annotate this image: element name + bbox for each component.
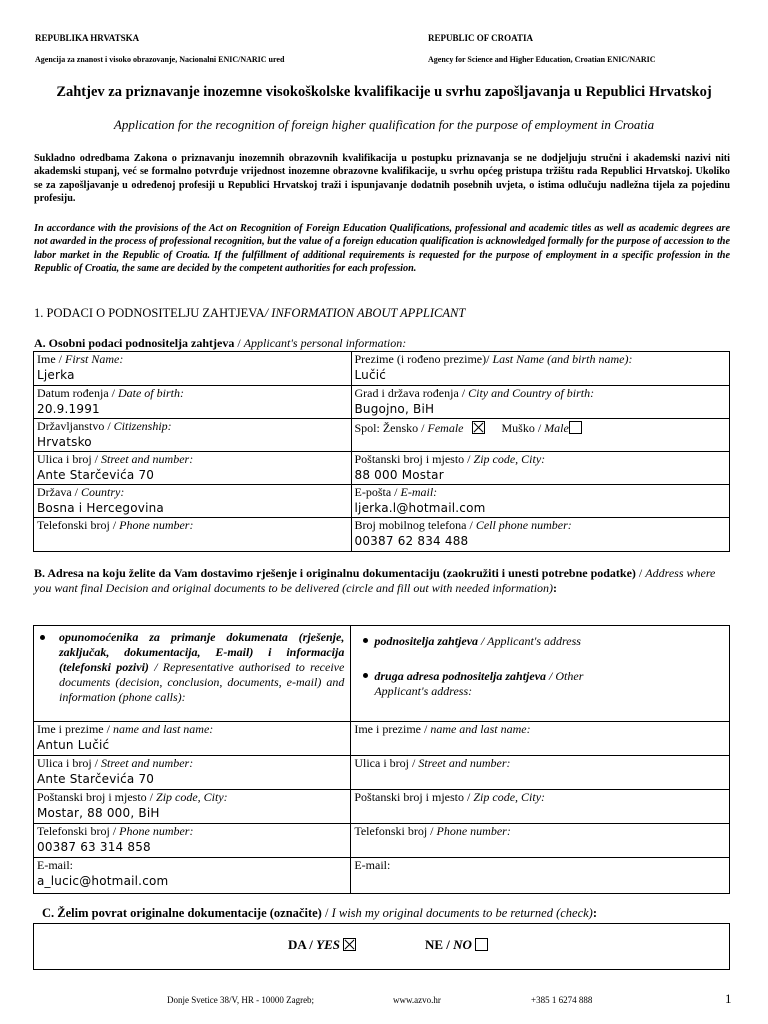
header-right-title: REPUBLIC OF CROATIA (428, 33, 534, 43)
delivery-address-table (33, 625, 730, 894)
section-c-sep: / (321, 906, 332, 920)
pob-label: Grad i država rođenja / (354, 386, 469, 400)
other-phone-label-en: Phone number: (436, 824, 511, 838)
phone-cell[interactable] (34, 518, 352, 552)
return-yes-label-en: YES (316, 937, 341, 952)
other-name-label-en: name and last name: (430, 722, 531, 736)
rep-name-label-en: name and last name: (112, 722, 214, 736)
section-a-sep: / (234, 336, 244, 350)
other-phone-label: Telefonski broj / (354, 824, 437, 838)
zip-label-en: Zip code, City: (473, 452, 546, 466)
option-applicant-en: / Applicant's address (478, 634, 581, 648)
rep-street-label: Ulica i broj / (37, 756, 101, 770)
section-1-heading (34, 306, 465, 321)
pob-value[interactable]: Bugojno, BiH (354, 402, 435, 416)
rep-email-value[interactable]: a_lucic@hotmail.com (37, 874, 169, 888)
male-checkbox[interactable] (569, 421, 582, 434)
rep-zip-label-en: Zip code, City: (156, 790, 228, 804)
section-1-en: / INFORMATION ABOUT APPLICANT (264, 306, 466, 320)
street-label: Ulica i broj / (37, 452, 101, 466)
intro-croatian: Sukladno odredbama Zakona o priznavanju inozemnih obrazovnih kvalifikacija u postupku priznavanja se ne dodjeljuju stručni i akademski nazivi niti akademski stupanj, već se formalno potvrđuje vrijednost inozemne obrazovne kvalifikacije, u svrhu općeg pristupa tržištu rada Republici Hrvatskoj. Ukoliko se za zapošljavanje u određenoj profesiji u Republici Hrvatskoj traži i ispunjavanje dodatnih posebnih uvjeta, o istima odlučuju nadležna tijela za pojedinu profesiju. (34, 153, 730, 205)
mobile-value[interactable]: 00387 62 834 488 (354, 534, 469, 548)
first-name-label-en: First Name: (65, 352, 124, 366)
pob-cell[interactable] (351, 386, 730, 419)
return-no-checkbox[interactable] (475, 938, 488, 951)
country-label: Država / (37, 485, 81, 499)
section-c-heading (42, 906, 597, 921)
female-checkbox[interactable] (472, 421, 485, 434)
other-zip-label-en: Zip code, City: (473, 790, 546, 804)
option-other-address[interactable] (363, 669, 624, 699)
mobile-cell[interactable] (351, 518, 730, 552)
return-yes-checkbox[interactable] (343, 938, 356, 951)
email-label: E-pošta / (354, 485, 401, 499)
mobile-label: Broj mobilnog telefona / (354, 518, 476, 532)
last-name-label: Prezime (i rođeno prezime)/ (354, 352, 493, 366)
option-address-cell (351, 626, 730, 722)
other-name-cell[interactable] (351, 722, 730, 756)
rep-name-value[interactable]: Antun Lučić (37, 738, 110, 752)
other-phone-cell[interactable] (351, 824, 730, 858)
option-other-en: / Other Applicant's address: (374, 669, 584, 698)
header-right-subtitle: Agency for Science and Higher Education, Croatian ENIC/NARIC (428, 55, 656, 64)
rep-email-label: E-mail: (37, 858, 73, 872)
other-street-label-en: Street and number: (418, 756, 511, 770)
rep-phone-cell[interactable] (34, 824, 351, 858)
zip-cell[interactable] (351, 452, 730, 485)
other-email-cell[interactable] (351, 858, 730, 894)
rep-street-value[interactable]: Ante Starčevića 70 (37, 772, 155, 786)
rep-phone-value[interactable]: 00387 63 314 858 (37, 840, 151, 854)
section-c-hr: C. Želim povrat originalne dokumentacije (označite) (42, 906, 322, 920)
last-name-label-en: Last Name (and birth name): (492, 352, 633, 366)
citizenship-label-en: Citizenship: (113, 419, 172, 433)
country-label-en: Country: (80, 485, 125, 499)
rep-name-label: Ime i prezime / (37, 722, 113, 736)
other-email-label: E-mail: (354, 858, 391, 872)
option-representative[interactable] (34, 626, 351, 722)
section-a-hr: A. Osobni podaci podnositelja zahtjeva (34, 336, 235, 350)
other-name-label: Ime i prezime / (354, 722, 431, 736)
sex-label: Spol: Žensko / (354, 421, 428, 435)
email-label-en: E-mail: (400, 485, 438, 499)
dob-label-en: Date of birth: (117, 386, 184, 400)
email-value[interactable]: ljerka.l@hotmail.com (354, 501, 486, 515)
return-yes-option[interactable] (288, 937, 356, 953)
rep-street-cell[interactable] (34, 756, 351, 790)
return-documents-box (33, 923, 730, 970)
other-street-label: Ulica i broj / (354, 756, 419, 770)
street-value[interactable]: Ante Starčevića 70 (37, 468, 155, 482)
section-a-heading (34, 336, 406, 351)
section-b-sep: / (635, 566, 646, 580)
page-number: 1 (725, 991, 732, 1006)
phone-label-en: Phone number: (119, 518, 194, 532)
option-representative-en: / Representative authorised to receive documents (decision, conclusion, documents, e-mail) and information (phone calls): (59, 660, 345, 704)
footer-address: Donje Svetice 38/V, HR - 10000 Zagreb; (167, 995, 315, 1005)
section-1-hr: 1. PODACI O PODNOSITELJU ZAHTJEVA (34, 306, 265, 320)
citizenship-cell[interactable] (34, 419, 352, 452)
bullet-icon (363, 673, 368, 678)
form-subtitle: Application for the recognition of foreign higher qualification for the purpose of employment in Croatia (113, 117, 655, 132)
country-value[interactable]: Bosna i Hercegovina (37, 501, 164, 515)
rep-phone-label-en: Phone number: (119, 824, 194, 838)
country-cell[interactable] (34, 485, 352, 518)
citizenship-label: Državljanstvo / (37, 419, 114, 433)
rep-street-label-en: Street and number: (100, 756, 194, 770)
sex-female-label: Female (427, 421, 464, 435)
option-applicant-address[interactable] (363, 634, 723, 649)
rep-zip-label: Poštanski broj i mjesto / (37, 790, 157, 804)
email-cell[interactable] (351, 485, 730, 518)
header-left-title: REPUBLIKA HRVATSKA (35, 33, 140, 43)
sex-cell (351, 419, 730, 452)
street-label-en: Street and number: (100, 452, 194, 466)
section-b-heading (34, 566, 734, 596)
rep-email-cell[interactable] (34, 858, 351, 894)
zip-label: Poštanski broj i mjesto / (354, 452, 474, 466)
section-c-colon: : (592, 906, 598, 920)
street-cell[interactable] (34, 452, 352, 485)
first-name-cell[interactable] (34, 352, 352, 386)
header-left-subtitle: Agencija za znanost i visoko obrazovanje, Nacionalni ENIC/NARIC ured (35, 55, 285, 64)
first-name-value[interactable]: Ljerka (37, 368, 75, 382)
section-c-en: I wish my original documents to be returned (check) (331, 906, 593, 920)
zip-value[interactable]: 88 000 Mostar (354, 468, 444, 482)
return-no-label-en: NO (453, 937, 472, 952)
option-representative-hr: opunomoćenika za primanje dokumenata (rješenje, zaključak, dokumentacija, E-mail) i informacija (telefonski pozivi) (59, 630, 345, 674)
return-no-label: NE / (425, 937, 454, 952)
rep-zip-cell[interactable] (34, 790, 351, 824)
dob-value[interactable]: 20.9.1991 (37, 402, 100, 416)
pob-label-en: City and Country of birth: (468, 386, 595, 400)
section-a-en: Applicant's personal information: (243, 336, 407, 350)
last-name-value[interactable]: Lučić (354, 368, 387, 382)
last-name-cell[interactable] (351, 352, 730, 386)
option-applicant-hr: podnositelja zahtjeva (374, 634, 479, 648)
phone-label: Telefonski broj / (37, 518, 120, 532)
form-title: Zahtjev za priznavanje inozemne visokoškolske kvalifikacije u svrhu zapošljavanja u Republici Hrvatskoj (56, 84, 712, 100)
rep-phone-label: Telefonski broj / (37, 824, 120, 838)
section-b-colon: : (553, 581, 558, 595)
sex-male-label-en: Male (544, 421, 569, 435)
sex-male-label: Muško / (501, 421, 545, 435)
rep-name-cell[interactable] (34, 722, 351, 756)
citizenship-value[interactable]: Hrvatsko (37, 435, 92, 449)
footer-phone: +385 1 6274 888 (531, 995, 593, 1005)
return-no-option[interactable] (425, 937, 488, 953)
other-zip-label: Poštanski broj i mjesto / (354, 790, 474, 804)
mobile-label-en: Cell phone number: (475, 518, 572, 532)
return-yes-label: DA / (288, 937, 317, 952)
dob-cell[interactable] (34, 386, 352, 419)
other-zip-cell[interactable] (351, 790, 730, 824)
applicant-info-table (33, 351, 730, 552)
dob-label: Datum rođenja / (37, 386, 118, 400)
section-b-hr: B. Adresa na koju želite da Vam dostavimo rješenje i originalnu dokumentaciju (zaokružiti i unesti potrebne podatke) (34, 566, 636, 580)
footer-web[interactable]: www.azvo.hr (393, 995, 441, 1005)
bullet-icon (40, 635, 45, 640)
intro-english: In accordance with the provisions of the Act on Recognition of Foreign Education Qualifications, professional and academic titles as well as academic degrees are not awarded in the process of professional recognition, but the value of a foreign education qualification is acknowledged formally for the purpose of accession to the labor market in the Republic of Croatia. If the fulfillment of additional requirements is requested for the purpose of employment in a specific profession in the Republic of Croatia, the same are decided by the competent authorities for each profession. (34, 223, 730, 275)
bullet-icon (363, 638, 368, 643)
other-street-cell[interactable] (351, 756, 730, 790)
option-other-hr: druga adresa podnositelja zahtjeva (374, 669, 547, 683)
first-name-label: Ime / (37, 352, 65, 366)
section-b-en: Address where you want final Decision and original documents to be delivered (circle and fill out with needed information) (34, 566, 716, 595)
rep-zip-value[interactable]: Mostar, 88 000, BiH (37, 806, 160, 820)
